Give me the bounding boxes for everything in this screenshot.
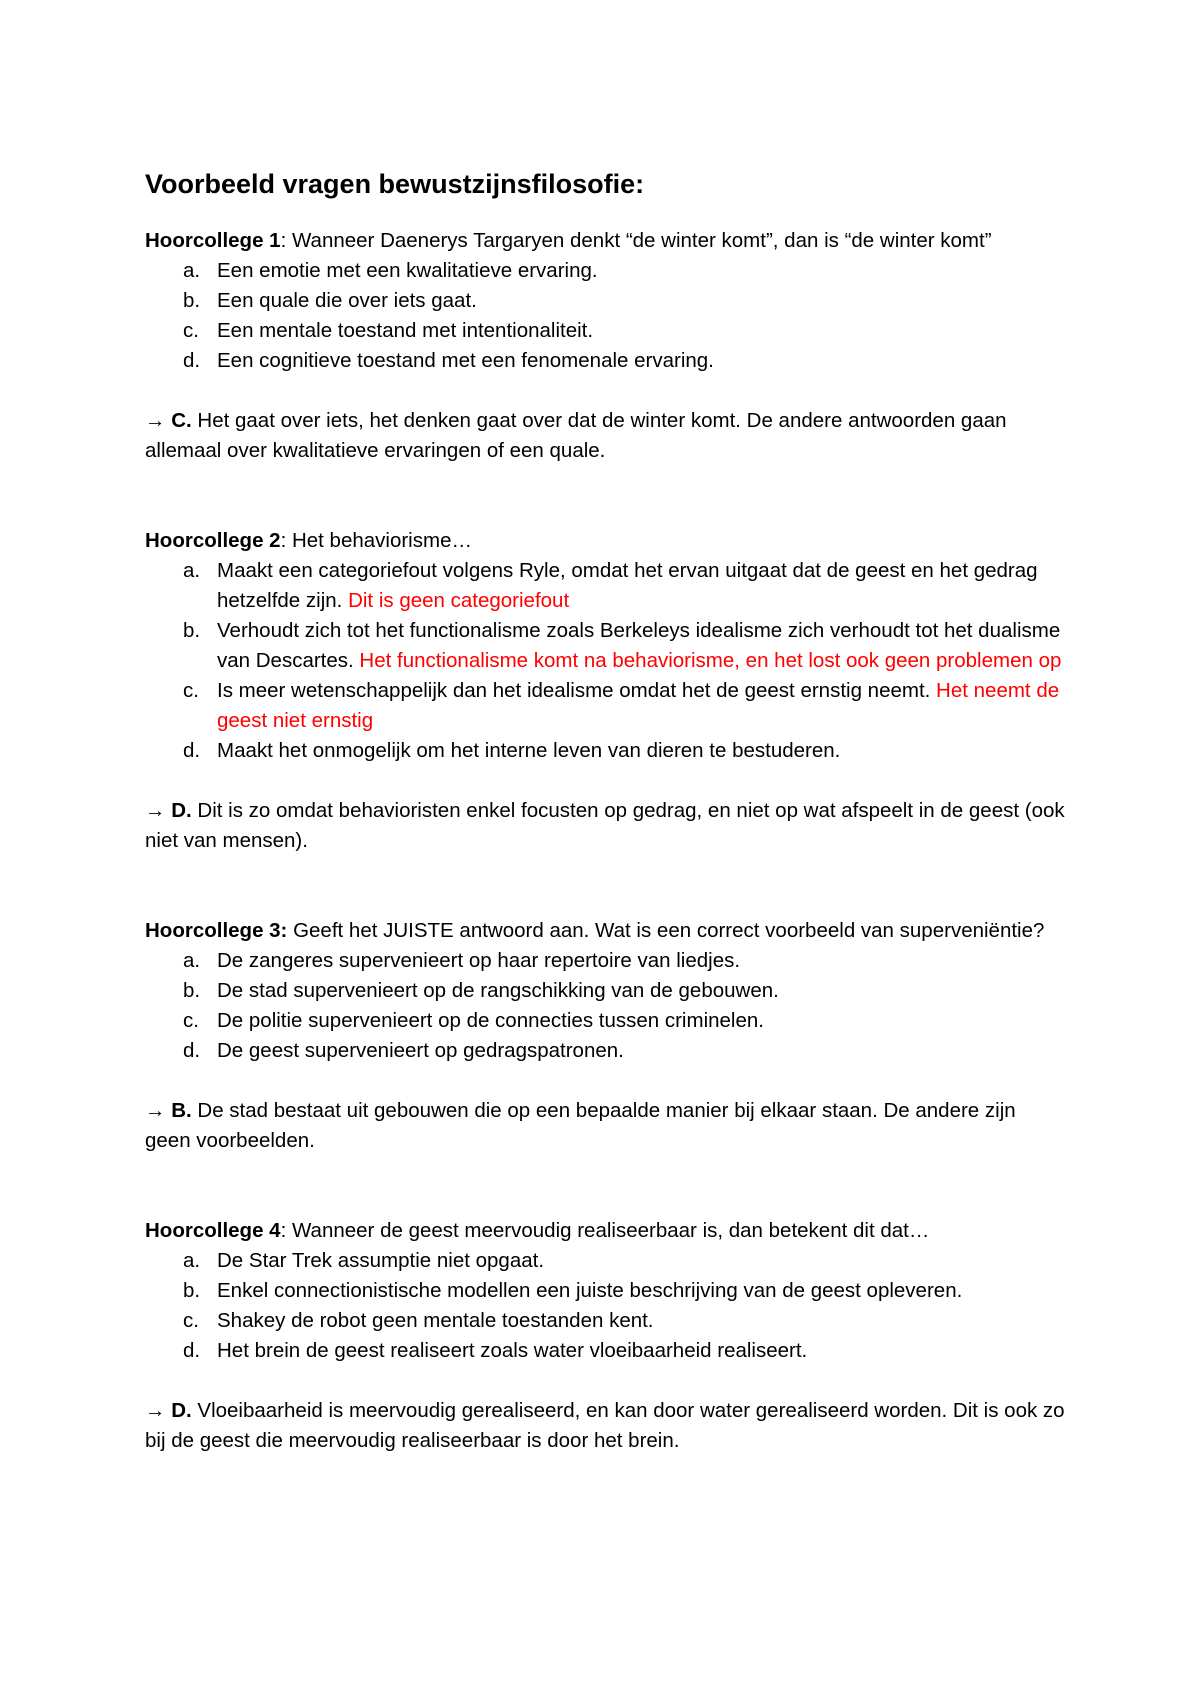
option-b	[145, 976, 1065, 1006]
option-d	[145, 1036, 1065, 1066]
option-letter: b.	[183, 289, 201, 313]
answer-explanation	[145, 1396, 1065, 1456]
option-letter: a.	[183, 1249, 201, 1273]
option-letter: c.	[183, 1009, 199, 1033]
arrow-icon: →	[145, 799, 166, 823]
option-letter: d.	[183, 349, 201, 373]
option-text: Een cognitieve toestand met een fenomenale ervaring.	[217, 349, 714, 373]
arrow-icon: →	[145, 1399, 166, 1423]
answer-text: Het gaat over iets, het denken gaat over dat de winter komt. De andere antwoorden gaan allemaal over kwalitatieve ervaringen of een quale.	[145, 409, 1007, 463]
option-letter: a.	[183, 949, 201, 973]
option-text: Een emotie met een kwalitatieve ervaring.	[217, 259, 598, 283]
option-letter: b.	[183, 979, 201, 1003]
option-text: Een mentale toestand met intentionaliteit.	[217, 319, 594, 343]
option-a	[145, 256, 1065, 286]
option-letter: d.	[183, 1339, 201, 1363]
answer-text: De stad bestaat uit gebouwen die op een bepaalde manier bij elkaar staan. De andere zijn geen voorbeelden.	[145, 1099, 1016, 1153]
answer-letter: D.	[171, 1399, 192, 1423]
option-letter: d.	[183, 739, 201, 763]
option-b	[145, 286, 1065, 316]
option-text: De politie supervenieert op de connecties tussen criminelen.	[217, 1009, 764, 1033]
question-body: : Wanneer de geest meervoudig realiseerbaar is, dan betekent dit dat…	[280, 1219, 930, 1243]
question-text	[145, 226, 1065, 256]
option-text: Een quale die over iets gaat.	[217, 289, 477, 313]
option-list	[145, 556, 1065, 766]
question-label: Hoorcollege 4	[145, 1219, 281, 1243]
arrow-icon: →	[145, 409, 166, 433]
option-c	[145, 676, 1065, 736]
question-4	[145, 1216, 1065, 1456]
answer-explanation	[145, 1096, 1065, 1156]
question-1	[145, 226, 1065, 466]
option-list	[145, 1246, 1065, 1366]
option-a	[145, 1246, 1065, 1276]
option-d	[145, 346, 1065, 376]
question-body: Geeft het JUISTE antwoord aan. Wat is een correct voorbeeld van superveniëntie?	[287, 919, 1045, 943]
question-text	[145, 1216, 1065, 1246]
option-feedback: Dit is geen categoriefout	[348, 589, 570, 613]
option-text: De stad supervenieert op de rangschikking van de gebouwen.	[217, 979, 779, 1003]
option-text: De geest supervenieert op gedragspatronen.	[217, 1039, 624, 1063]
option-b	[145, 616, 1065, 676]
option-letter: b.	[183, 619, 201, 643]
question-label: Hoorcollege 1	[145, 229, 281, 253]
option-letter: a.	[183, 559, 201, 583]
option-text: De zangeres supervenieert op haar repertoire van liedjes.	[217, 949, 741, 973]
option-text: Shakey de robot geen mentale toestanden kent.	[217, 1309, 654, 1333]
option-letter: c.	[183, 319, 199, 343]
question-label: Hoorcollege 3:	[145, 919, 288, 943]
option-letter: b.	[183, 1279, 201, 1303]
option-letter: c.	[183, 679, 199, 703]
option-text: Verhoudt zich tot het functionalisme zoals Berkeleys idealisme zich verhoudt tot het dualisme van Descartes.	[217, 619, 1061, 673]
option-feedback: Het functionalisme komt na behaviorisme, en het lost ook geen problemen op	[359, 649, 1062, 673]
option-list	[145, 256, 1065, 376]
answer-explanation	[145, 796, 1065, 856]
answer-explanation	[145, 406, 1065, 466]
answer-letter: C.	[171, 409, 192, 433]
document-title: Voorbeeld vragen bewustzijnsfilosofie:	[145, 169, 645, 199]
option-letter: c.	[183, 1309, 199, 1333]
question-text	[145, 526, 1065, 556]
arrow-icon: →	[145, 1099, 166, 1123]
document-page	[145, 168, 1065, 1456]
option-a	[145, 946, 1065, 976]
option-feedback: Het neemt de geest niet ernstig	[217, 679, 1060, 733]
question-label: Hoorcollege 2	[145, 529, 281, 553]
option-a	[145, 556, 1065, 616]
option-b	[145, 1276, 1065, 1306]
option-list	[145, 946, 1065, 1066]
question-2	[145, 526, 1065, 856]
question-text	[145, 916, 1065, 946]
option-c	[145, 1306, 1065, 1336]
answer-text: Vloeibaarheid is meervoudig gerealiseerd, en kan door water gerealiseerd worden. Dit is ook zo bij de geest die meervoudig realiseerbaar is door het brein.	[145, 1399, 1065, 1453]
answer-letter: B.	[171, 1099, 192, 1123]
option-d	[145, 1336, 1065, 1366]
option-text: De Star Trek assumptie niet opgaat.	[217, 1249, 545, 1273]
question-body: : Wanneer Daenerys Targaryen denkt “de winter komt”, dan is “de winter komt”	[280, 229, 992, 253]
question-3	[145, 916, 1065, 1156]
option-text: Is meer wetenschappelijk dan het idealisme omdat het de geest ernstig neemt.	[217, 679, 937, 703]
option-text: Enkel connectionistische modellen een juiste beschrijving van de geest opleveren.	[217, 1279, 963, 1303]
option-text: Maakt het onmogelijk om het interne leven van dieren te bestuderen.	[217, 739, 841, 763]
question-body: : Het behaviorisme…	[280, 529, 472, 553]
option-letter: d.	[183, 1039, 201, 1063]
option-c	[145, 1006, 1065, 1036]
option-text: Het brein de geest realiseert zoals water vloeibaarheid realiseert.	[217, 1339, 808, 1363]
option-c	[145, 316, 1065, 346]
option-d	[145, 736, 1065, 766]
answer-text: Dit is zo omdat behavioristen enkel focusten op gedrag, en niet op wat afspeelt in de geest (ook niet van mensen).	[145, 799, 1065, 853]
option-letter: a.	[183, 259, 201, 283]
option-text: Maakt een categoriefout volgens Ryle, omdat het ervan uitgaat dat de geest en het gedrag hetzelfde zijn.	[217, 559, 1038, 613]
answer-letter: D.	[171, 799, 192, 823]
